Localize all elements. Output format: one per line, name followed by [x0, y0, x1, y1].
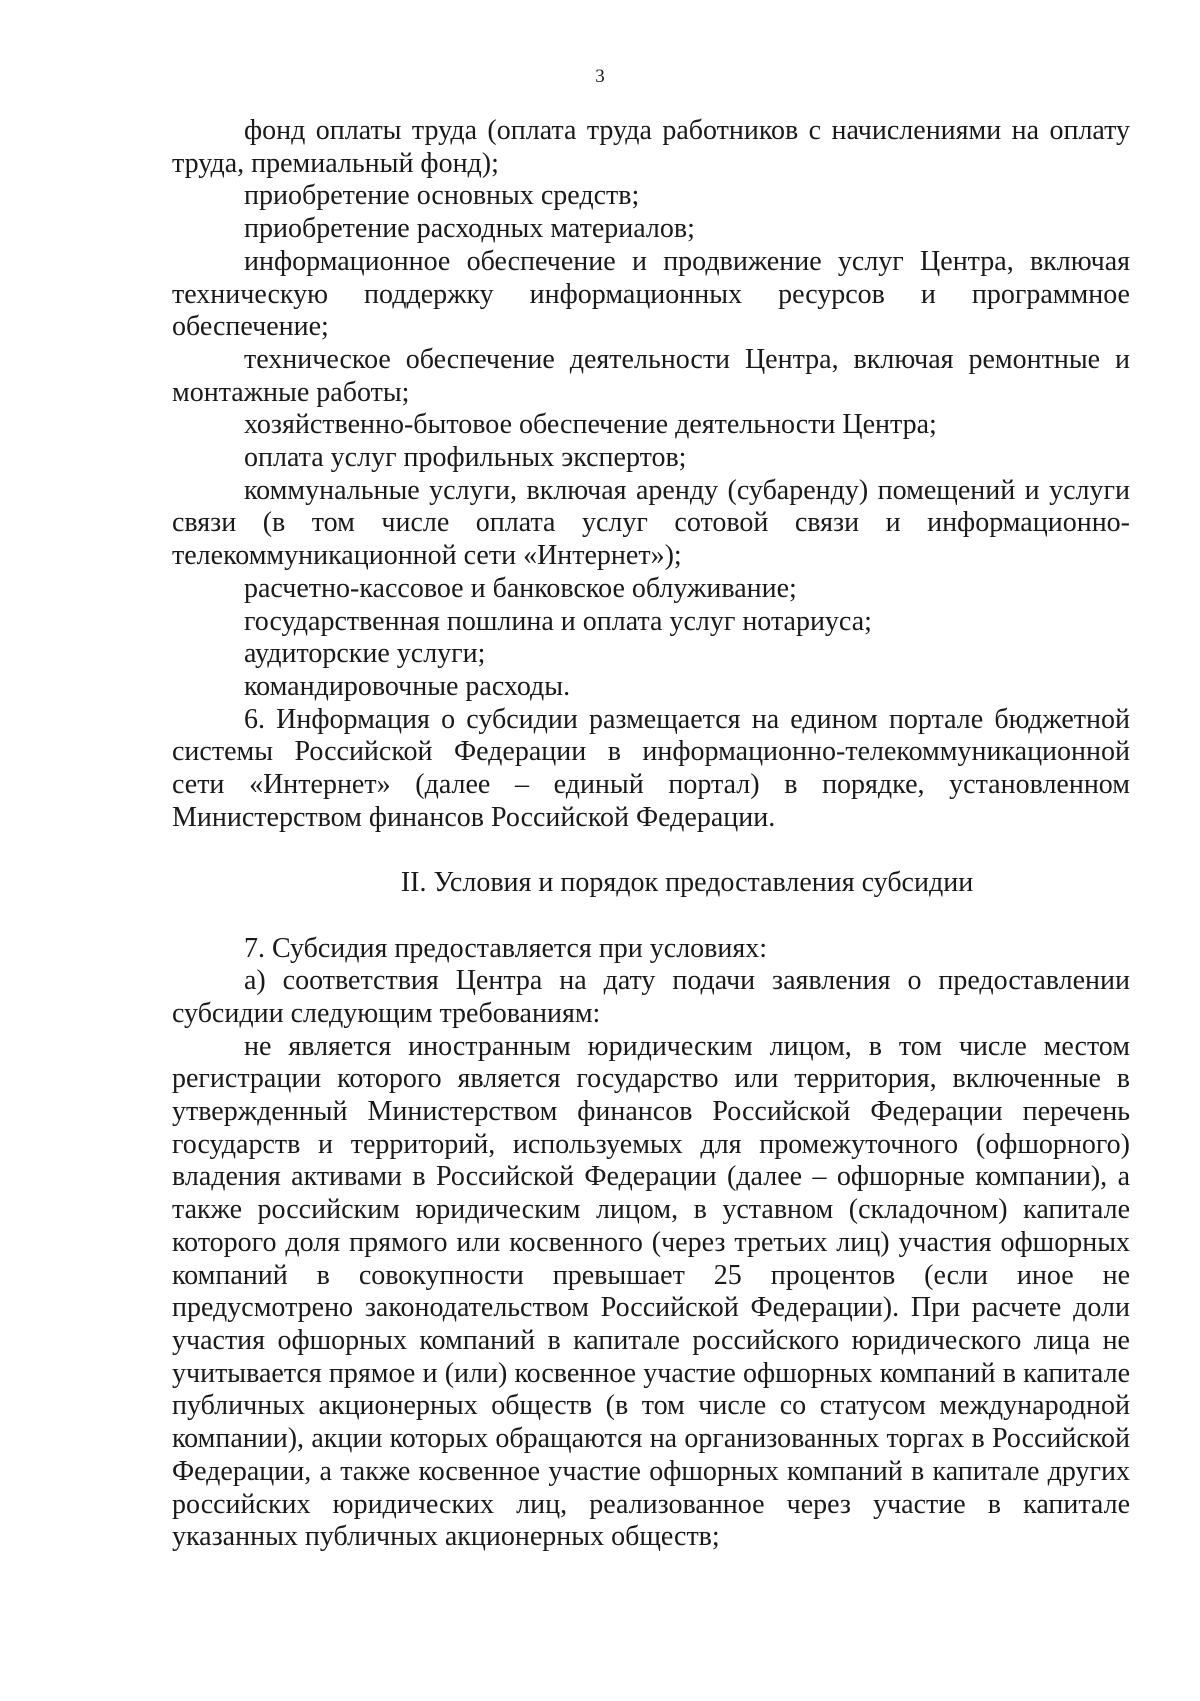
paragraph-6: 6. Информация о субсидии размещается на едином портале бюджетной системы Российской Федерации в информационно-телекоммуникационной сети «Интернет» (далее – единый портал) в порядке, установленном Министерством финансов Российской Федерации.: [172, 703, 1130, 833]
page-number: 3: [595, 66, 605, 87]
list-item-payroll: фонд оплаты труда (оплата труда работников с начислениями на оплату труда, премиальный фонд);: [172, 115, 1130, 179]
spacer: [172, 834, 1130, 867]
list-item-utilities: коммунальные услуги, включая аренду (субаренду) помещений и услуги связи (в том числе оплата услуг сотовой связи и информационно-телекоммуникационной сети «Интернет»);: [172, 474, 1130, 572]
list-item-travel: командировочные расходы.: [244, 670, 571, 702]
section-heading: II. Условия и порядок предоставления субсидии: [400, 867, 974, 899]
spacer: [172, 900, 1130, 933]
list-item-banking: расчетно-кассовое и банковское облуживание;: [244, 572, 797, 604]
list-item-audit: аудиторские услуги;: [244, 638, 486, 670]
document-body: [172, 115, 1130, 1554]
list-item-technical-support: техническое обеспечение деятельности Центра, включая ремонтные и монтажные работы;: [172, 343, 1130, 408]
list-item-fixed-assets: приобретение основных средств;: [244, 180, 640, 212]
paragraph-requirement-1: не является иностранным юридическим лицом, в том числе местом регистрации которого является государство или территория, включенные в утвержденный Министерством финансов Российской Федерации перечень государств и территорий, используемых для промежуточного (офшорного) владения активами в Российской Федерации (далее – офшорные компании), а также российским юридическим лицом, в уставном (складочном) капитале которого доля прямого или косвенного (через третьих лиц) участия офшорных компаний в совокупности превышает 25 процентов (если иное не предусмотрено законодательством Российской Федерации). При расчете доли участия офшорных компаний в капитале российского юридического лица не учитывается прямое и (или) косвенное участие офшорных компаний в капитале публичных акционерных обществ (в том числе со статусом международной компании), акции которых обращаются на организованных торгах в Российской Федерации, а также косвенное участие офшорных компаний в капитале других российских юридических лиц, реализованное через участие в капитале указанных публичных акционерных обществ;: [172, 1030, 1130, 1553]
list-item-consumables: приобретение расходных материалов;: [244, 213, 695, 245]
paragraph-7: 7. Субсидия предоставляется при условиях:: [244, 932, 768, 964]
list-item-household-support: хозяйственно-бытовое обеспечение деятельности Центра;: [244, 409, 937, 441]
list-item-experts: оплата услуг профильных экспертов;: [244, 442, 687, 474]
paragraph-7a: а) соответствия Центра на дату подачи заявления о предоставлении субсидии следующим требованиям:: [172, 965, 1130, 1029]
list-item-state-duty: государственная пошлина и оплата услуг нотариуса;: [244, 605, 872, 637]
list-item-information-support: информационное обеспечение и продвижение услуг Центра, включая техническую поддержку информационных ресурсов и программное обеспечение;: [172, 245, 1130, 343]
